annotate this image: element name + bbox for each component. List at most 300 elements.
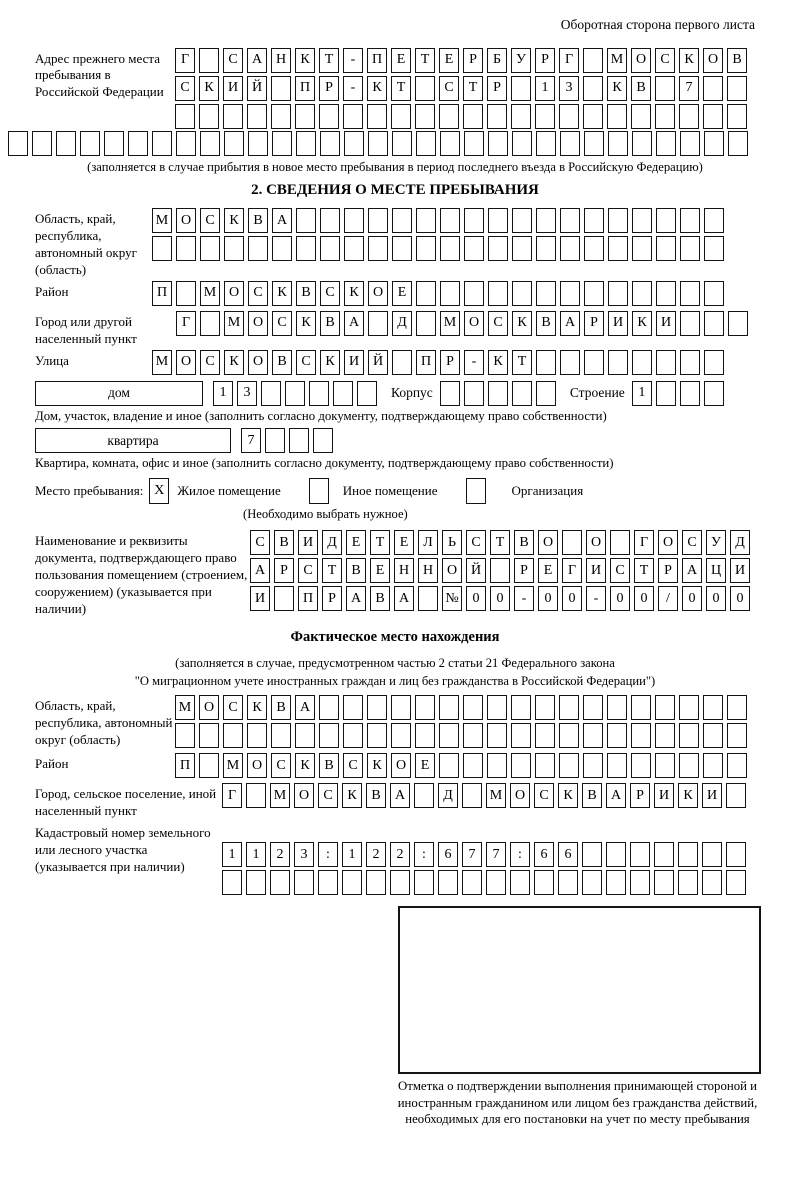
char-cell: Р <box>658 558 678 583</box>
char-cell <box>390 870 410 895</box>
stay-checkbox-organization <box>466 478 486 504</box>
char-cell: 2 <box>366 842 386 867</box>
char-cell <box>56 131 76 156</box>
char-cell: С <box>223 695 243 720</box>
korpus-grid <box>440 381 556 406</box>
char-cell <box>199 723 219 748</box>
char-cell <box>536 131 556 156</box>
char-cell <box>584 281 604 306</box>
char-cell <box>440 208 460 233</box>
char-cell: О <box>247 753 267 778</box>
section2-title: 2. СВЕДЕНИЯ О МЕСТЕ ПРЕБЫВАНИЯ <box>251 181 539 198</box>
char-cell: Н <box>418 558 438 583</box>
prev-address-grid-2 <box>175 76 747 101</box>
char-cell: О <box>224 281 244 306</box>
char-cell: М <box>223 753 243 778</box>
char-cell: Е <box>439 48 459 73</box>
fact-district-row <box>35 753 755 781</box>
char-cell <box>366 870 386 895</box>
char-cell: 0 <box>730 586 750 611</box>
char-cell <box>704 208 724 233</box>
document-grid-3 <box>250 586 750 611</box>
settlement-grid <box>222 783 746 808</box>
char-cell <box>487 695 507 720</box>
char-cell <box>274 586 294 611</box>
prev-address-grid-1 <box>175 48 747 73</box>
char-cell <box>104 131 124 156</box>
char-cell: Д <box>730 530 750 555</box>
stay-checkbox-residential: X <box>149 478 169 504</box>
char-cell <box>726 870 746 895</box>
region-grid-2 <box>152 236 724 261</box>
char-cell: С <box>466 530 486 555</box>
char-cell: О <box>176 208 196 233</box>
char-cell <box>535 753 555 778</box>
char-cell <box>702 870 722 895</box>
char-cell: Р <box>630 783 650 808</box>
char-cell: У <box>706 530 726 555</box>
char-cell: К <box>367 76 387 101</box>
char-cell: 1 <box>535 76 555 101</box>
cadastral-grid-1 <box>222 842 746 867</box>
char-cell: 7 <box>486 842 506 867</box>
char-cell <box>295 723 315 748</box>
char-cell <box>391 104 411 129</box>
char-cell <box>368 131 388 156</box>
char-cell: 3 <box>559 76 579 101</box>
char-cell: 0 <box>610 586 630 611</box>
char-cell <box>679 104 699 129</box>
char-cell <box>727 695 747 720</box>
char-cell <box>511 723 531 748</box>
char-cell: : <box>510 842 530 867</box>
char-cell <box>464 208 484 233</box>
char-cell <box>392 208 412 233</box>
house-note: Дом, участок, владение и иное (заполнить согласно документу, подтверждающему право собственности) <box>35 408 607 423</box>
char-cell <box>175 104 195 129</box>
char-cell <box>176 236 196 261</box>
char-cell: С <box>610 558 630 583</box>
char-cell <box>511 753 531 778</box>
char-cell: А <box>344 311 364 336</box>
char-cell: Й <box>368 350 388 375</box>
char-cell: К <box>224 350 244 375</box>
char-cell: Г <box>222 783 242 808</box>
char-cell <box>679 753 699 778</box>
char-cell <box>416 281 436 306</box>
settlement-row <box>35 783 755 820</box>
char-cell: 3 <box>294 842 314 867</box>
char-cell: И <box>656 311 676 336</box>
char-cell: - <box>514 586 534 611</box>
char-cell <box>512 381 532 406</box>
char-cell <box>199 753 219 778</box>
char-cell <box>320 131 340 156</box>
char-cell: А <box>560 311 580 336</box>
page-header-note: Оборотная сторона первого листа <box>560 17 755 32</box>
char-cell <box>367 723 387 748</box>
char-cell: Е <box>370 558 390 583</box>
char-cell: Р <box>322 586 342 611</box>
char-cell: С <box>318 783 338 808</box>
street-label: Улица <box>35 352 69 368</box>
char-cell: С <box>175 76 195 101</box>
fact-region-grid-1 <box>175 695 747 720</box>
char-cell: К <box>296 311 316 336</box>
char-cell <box>367 104 387 129</box>
char-cell: П <box>295 76 315 101</box>
char-cell <box>320 236 340 261</box>
char-cell <box>296 236 316 261</box>
char-cell <box>463 104 483 129</box>
char-cell <box>285 381 305 406</box>
prev-address-label: Адрес прежнего места пребывания в Российской Федерации <box>35 50 164 100</box>
char-cell <box>584 350 604 375</box>
char-cell <box>656 131 676 156</box>
char-cell: Е <box>394 530 414 555</box>
char-cell: С <box>296 350 316 375</box>
char-cell <box>703 695 723 720</box>
apartment-box: квартира <box>35 428 231 453</box>
char-cell <box>368 311 388 336</box>
char-cell <box>343 695 363 720</box>
char-cell <box>607 753 627 778</box>
char-cell: И <box>654 783 674 808</box>
char-cell <box>630 870 650 895</box>
char-cell: К <box>199 76 219 101</box>
char-cell <box>703 104 723 129</box>
char-cell <box>176 131 196 156</box>
char-cell <box>223 104 243 129</box>
char-cell <box>656 281 676 306</box>
char-cell: Е <box>346 530 366 555</box>
char-cell <box>248 131 268 156</box>
char-cell: 0 <box>538 586 558 611</box>
char-cell: О <box>294 783 314 808</box>
char-cell <box>415 76 435 101</box>
char-cell <box>680 311 700 336</box>
char-cell: 1 <box>632 381 652 406</box>
char-cell: 0 <box>466 586 486 611</box>
char-cell <box>415 723 435 748</box>
char-cell: 2 <box>390 842 410 867</box>
char-cell: О <box>199 695 219 720</box>
char-cell: К <box>679 48 699 73</box>
char-cell: К <box>272 281 292 306</box>
korpus-label: Корпус <box>391 385 433 401</box>
char-cell: С <box>343 753 363 778</box>
cadastral-label: Кадастровый номер земельного или лесного участка (указывается при наличии) <box>35 825 211 874</box>
char-cell: 0 <box>706 586 726 611</box>
char-cell: К <box>678 783 698 808</box>
fact-district-label: Район <box>35 756 69 772</box>
char-cell <box>512 281 532 306</box>
char-cell <box>319 723 339 748</box>
char-cell <box>488 236 508 261</box>
char-cell <box>558 870 578 895</box>
char-cell: К <box>488 350 508 375</box>
char-cell: К <box>224 208 244 233</box>
char-cell: Т <box>319 48 339 73</box>
char-cell: : <box>318 842 338 867</box>
char-cell: О <box>391 753 411 778</box>
prev-address-grids <box>175 48 747 129</box>
char-cell: В <box>296 281 316 306</box>
char-cell: А <box>295 695 315 720</box>
char-cell: В <box>366 783 386 808</box>
char-cell <box>416 311 436 336</box>
char-cell <box>655 76 675 101</box>
char-cell <box>654 842 674 867</box>
char-cell: С <box>534 783 554 808</box>
char-cell: Р <box>487 76 507 101</box>
char-cell: В <box>727 48 747 73</box>
char-cell <box>439 723 459 748</box>
char-cell: 0 <box>490 586 510 611</box>
char-cell <box>680 281 700 306</box>
char-cell <box>487 753 507 778</box>
char-cell <box>678 842 698 867</box>
char-cell <box>289 428 309 453</box>
char-cell: О <box>248 350 268 375</box>
stroenie-label: Строение <box>569 385 625 401</box>
char-cell: О <box>658 530 678 555</box>
char-cell <box>704 350 724 375</box>
char-cell: П <box>416 350 436 375</box>
char-cell <box>199 104 219 129</box>
char-cell <box>536 350 556 375</box>
char-cell <box>200 131 220 156</box>
char-cell <box>344 236 364 261</box>
char-cell: № <box>442 586 462 611</box>
char-cell <box>343 104 363 129</box>
char-cell: А <box>394 586 414 611</box>
char-cell: М <box>270 783 290 808</box>
char-cell: А <box>250 558 270 583</box>
char-cell: И <box>223 76 243 101</box>
char-cell <box>536 381 556 406</box>
char-cell: М <box>224 311 244 336</box>
char-cell: О <box>248 311 268 336</box>
char-cell <box>583 76 603 101</box>
house-box: дом <box>35 381 203 406</box>
char-cell <box>440 381 460 406</box>
char-cell <box>175 723 195 748</box>
char-cell: С <box>682 530 702 555</box>
char-cell <box>271 104 291 129</box>
char-cell <box>487 723 507 748</box>
region-row <box>35 208 755 279</box>
char-cell <box>80 131 100 156</box>
char-cell: 1 <box>342 842 362 867</box>
house-number-grid <box>213 381 377 406</box>
char-cell <box>728 131 748 156</box>
char-cell <box>439 695 459 720</box>
char-cell: В <box>320 311 340 336</box>
char-cell <box>486 870 506 895</box>
char-cell <box>583 753 603 778</box>
char-cell <box>582 870 602 895</box>
char-cell <box>535 723 555 748</box>
char-cell <box>318 870 338 895</box>
char-cell: И <box>730 558 750 583</box>
char-cell: Е <box>391 48 411 73</box>
char-cell: 0 <box>634 586 654 611</box>
char-cell <box>512 236 532 261</box>
char-cell: Д <box>392 311 412 336</box>
house-row <box>35 381 755 406</box>
char-cell: Р <box>274 558 294 583</box>
char-cell <box>583 695 603 720</box>
char-cell <box>679 695 699 720</box>
char-cell <box>512 208 532 233</box>
char-cell: П <box>152 281 172 306</box>
char-cell: Й <box>466 558 486 583</box>
stroenie-grid <box>632 381 724 406</box>
char-cell <box>630 842 650 867</box>
char-cell: О <box>586 530 606 555</box>
char-cell <box>344 208 364 233</box>
char-cell: О <box>442 558 462 583</box>
char-cell: 0 <box>682 586 702 611</box>
char-cell <box>559 104 579 129</box>
char-cell <box>414 783 434 808</box>
char-cell <box>272 131 292 156</box>
char-cell <box>703 723 723 748</box>
char-cell <box>655 753 675 778</box>
char-cell <box>584 131 604 156</box>
char-cell: С <box>298 558 318 583</box>
region-label: Область, край, республика, автономный округ (область) <box>35 211 137 278</box>
district-label: Район <box>35 283 69 299</box>
char-cell <box>247 104 267 129</box>
city-row <box>35 311 755 348</box>
char-cell: С <box>439 76 459 101</box>
char-cell <box>656 208 676 233</box>
char-cell <box>511 76 531 101</box>
char-cell: А <box>346 586 366 611</box>
char-cell: 7 <box>679 76 699 101</box>
char-cell <box>222 870 242 895</box>
char-cell <box>463 695 483 720</box>
char-cell: М <box>200 281 220 306</box>
char-cell <box>333 381 353 406</box>
char-cell: И <box>344 350 364 375</box>
char-cell: А <box>682 558 702 583</box>
region-grids <box>152 208 724 264</box>
char-cell <box>608 236 628 261</box>
char-cell: М <box>175 695 195 720</box>
char-cell: А <box>390 783 410 808</box>
char-cell: П <box>367 48 387 73</box>
city-grid <box>176 311 748 336</box>
actual-location-note1: (заполняется в случае, предусмотренном частью 2 статьи 21 Федерального закона <box>175 655 615 670</box>
char-cell: О <box>464 311 484 336</box>
char-cell <box>559 723 579 748</box>
char-cell <box>607 723 627 748</box>
char-cell: 1 <box>213 381 233 406</box>
char-cell <box>680 131 700 156</box>
char-cell <box>463 753 483 778</box>
char-cell: 7 <box>462 842 482 867</box>
char-cell <box>200 311 220 336</box>
char-cell <box>309 381 329 406</box>
char-cell <box>704 311 724 336</box>
char-cell <box>560 350 580 375</box>
char-cell <box>562 530 582 555</box>
char-cell <box>560 131 580 156</box>
char-cell: Т <box>391 76 411 101</box>
char-cell: / <box>658 586 678 611</box>
char-cell: Е <box>415 753 435 778</box>
district-grid <box>152 281 724 306</box>
char-cell <box>607 695 627 720</box>
char-cell: Л <box>418 530 438 555</box>
char-cell <box>727 104 747 129</box>
char-cell: С <box>200 350 220 375</box>
char-cell <box>271 76 291 101</box>
char-cell: Е <box>392 281 412 306</box>
apartment-row <box>35 428 755 453</box>
char-cell: - <box>586 586 606 611</box>
document-grid-1 <box>250 530 750 555</box>
cadastral-grid-2 <box>222 870 746 895</box>
char-cell: Д <box>322 530 342 555</box>
char-cell: С <box>200 208 220 233</box>
char-cell: В <box>248 208 268 233</box>
char-cell <box>416 236 436 261</box>
char-cell: Р <box>463 48 483 73</box>
char-cell <box>357 381 377 406</box>
char-cell: М <box>152 350 172 375</box>
char-cell: В <box>370 586 390 611</box>
char-cell: К <box>558 783 578 808</box>
char-cell: К <box>247 695 267 720</box>
char-cell <box>176 281 196 306</box>
char-cell <box>559 753 579 778</box>
char-cell <box>342 870 362 895</box>
char-cell <box>414 870 434 895</box>
char-cell: К <box>632 311 652 336</box>
char-cell: Р <box>440 350 460 375</box>
char-cell: - <box>464 350 484 375</box>
char-cell: Т <box>463 76 483 101</box>
char-cell: И <box>298 530 318 555</box>
settlement-label: Город, сельское поселение, иной населенный пункт <box>35 786 217 819</box>
prev-address-grid-4 <box>8 131 755 156</box>
char-cell: В <box>272 350 292 375</box>
stamp-note: Отметка о подтверждении выполнения принимающей стороной и иностранным гражданином или лицом без гражданства действий, необходимых для его постановки на учет по месту пребывания <box>397 1079 758 1127</box>
document-grid-2 <box>250 558 750 583</box>
stamp-box <box>398 906 761 1074</box>
char-cell <box>296 208 316 233</box>
char-cell <box>632 236 652 261</box>
char-cell: Н <box>271 48 291 73</box>
char-cell: В <box>346 558 366 583</box>
char-cell: 6 <box>534 842 554 867</box>
char-cell: Т <box>490 530 510 555</box>
char-cell <box>631 104 651 129</box>
char-cell <box>608 350 628 375</box>
char-cell <box>152 131 172 156</box>
char-cell: 3 <box>237 381 257 406</box>
char-cell: Р <box>535 48 555 73</box>
char-cell <box>247 723 267 748</box>
char-cell: О <box>176 350 196 375</box>
char-cell: В <box>271 695 291 720</box>
char-cell <box>631 695 651 720</box>
stay-option-residential-label: Жилое помещение <box>177 482 281 498</box>
